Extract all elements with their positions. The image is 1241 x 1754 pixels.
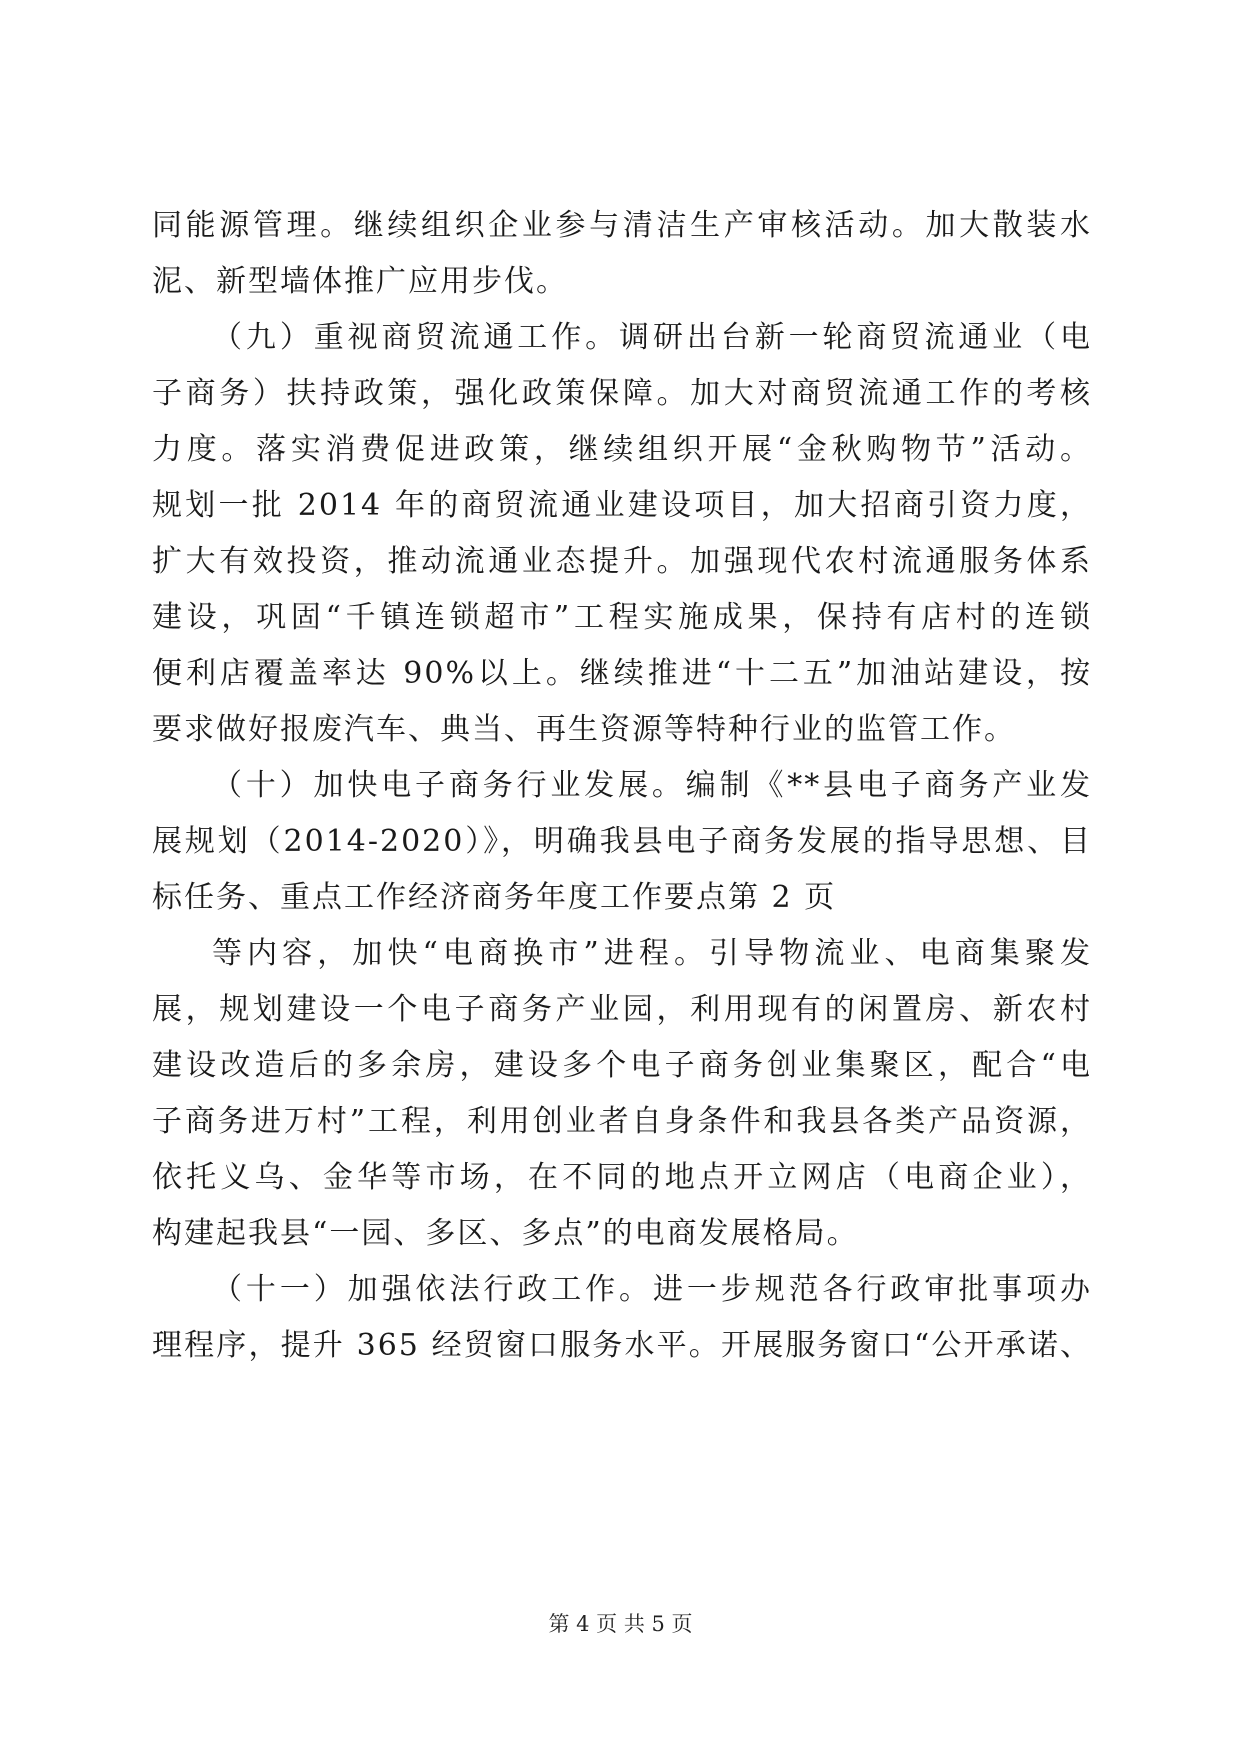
- paragraph-line: 子商务进万村”工程，利用创业者自身条件和我县各类产品资源，: [152, 1104, 1092, 1139]
- paragraph-line: 等内容，加快“电商换市”进程。引导物流业、电商集聚发: [212, 936, 1092, 971]
- paragraph-line: 建设改造后的多余房，建设多个电子商务创业集聚区，配合“电: [152, 1048, 1092, 1083]
- paragraph-line: 便利店覆盖率达 90%以上。继续推进“十二五”加油站建设，按: [152, 656, 1092, 691]
- paragraph-line: 同能源管理。继续组织企业参与清洁生产审核活动。加大散装水: [152, 208, 1092, 243]
- paragraph-line: （十一）加强依法行政工作。进一步规范各行政审批事项办: [212, 1272, 1092, 1307]
- paragraph-line: 依托义乌、金华等市场，在不同的地点开立网店（电商企业），: [152, 1160, 1092, 1195]
- paragraph-line: 展，规划建设一个电子商务产业园，利用现有的闲置房、新农村: [152, 992, 1092, 1027]
- paragraph-line: 展规划（2014-2020）》，明确我县电子商务发展的指导思想、目: [152, 824, 1092, 859]
- paragraph-line: 标任务、重点工作经济商务年度工作要点第 2 页: [152, 880, 837, 915]
- paragraph-line: 构建起我县“一园、多区、多点”的电商发展格局。: [152, 1216, 859, 1251]
- paragraph-line: 理程序，提升 365 经贸窗口服务水平。开展服务窗口“公开承诺、: [152, 1328, 1092, 1363]
- paragraph-line: 泥、新型墙体推广应用步伐。: [152, 264, 568, 299]
- paragraph-line: （十）加快电子商务行业发展。编制《**县电子商务产业发: [212, 768, 1092, 803]
- paragraph-line: 扩大有效投资，推动流通业态提升。加强现代农村流通服务体系: [152, 544, 1092, 579]
- page-number-footer: 第 4 页 共 5 页: [548, 1612, 693, 1636]
- paragraph-line: 规划一批 2014 年的商贸流通业建设项目，加大招商引资力度，: [152, 488, 1092, 523]
- paragraph-line: 要求做好报废汽车、典当、再生资源等特种行业的监管工作。: [152, 712, 1016, 747]
- paragraph-line: 子商务）扶持政策，强化政策保障。加大对商贸流通工作的考核: [152, 376, 1092, 411]
- paragraph-line: （九）重视商贸流通工作。调研出台新一轮商贸流通业（电: [212, 320, 1092, 355]
- paragraph-line: 建设，巩固“千镇连锁超市”工程实施成果，保持有店村的连锁: [152, 600, 1092, 635]
- paragraph-line: 力度。落实消费促进政策，继续组织开展“金秋购物节”活动。: [152, 432, 1092, 467]
